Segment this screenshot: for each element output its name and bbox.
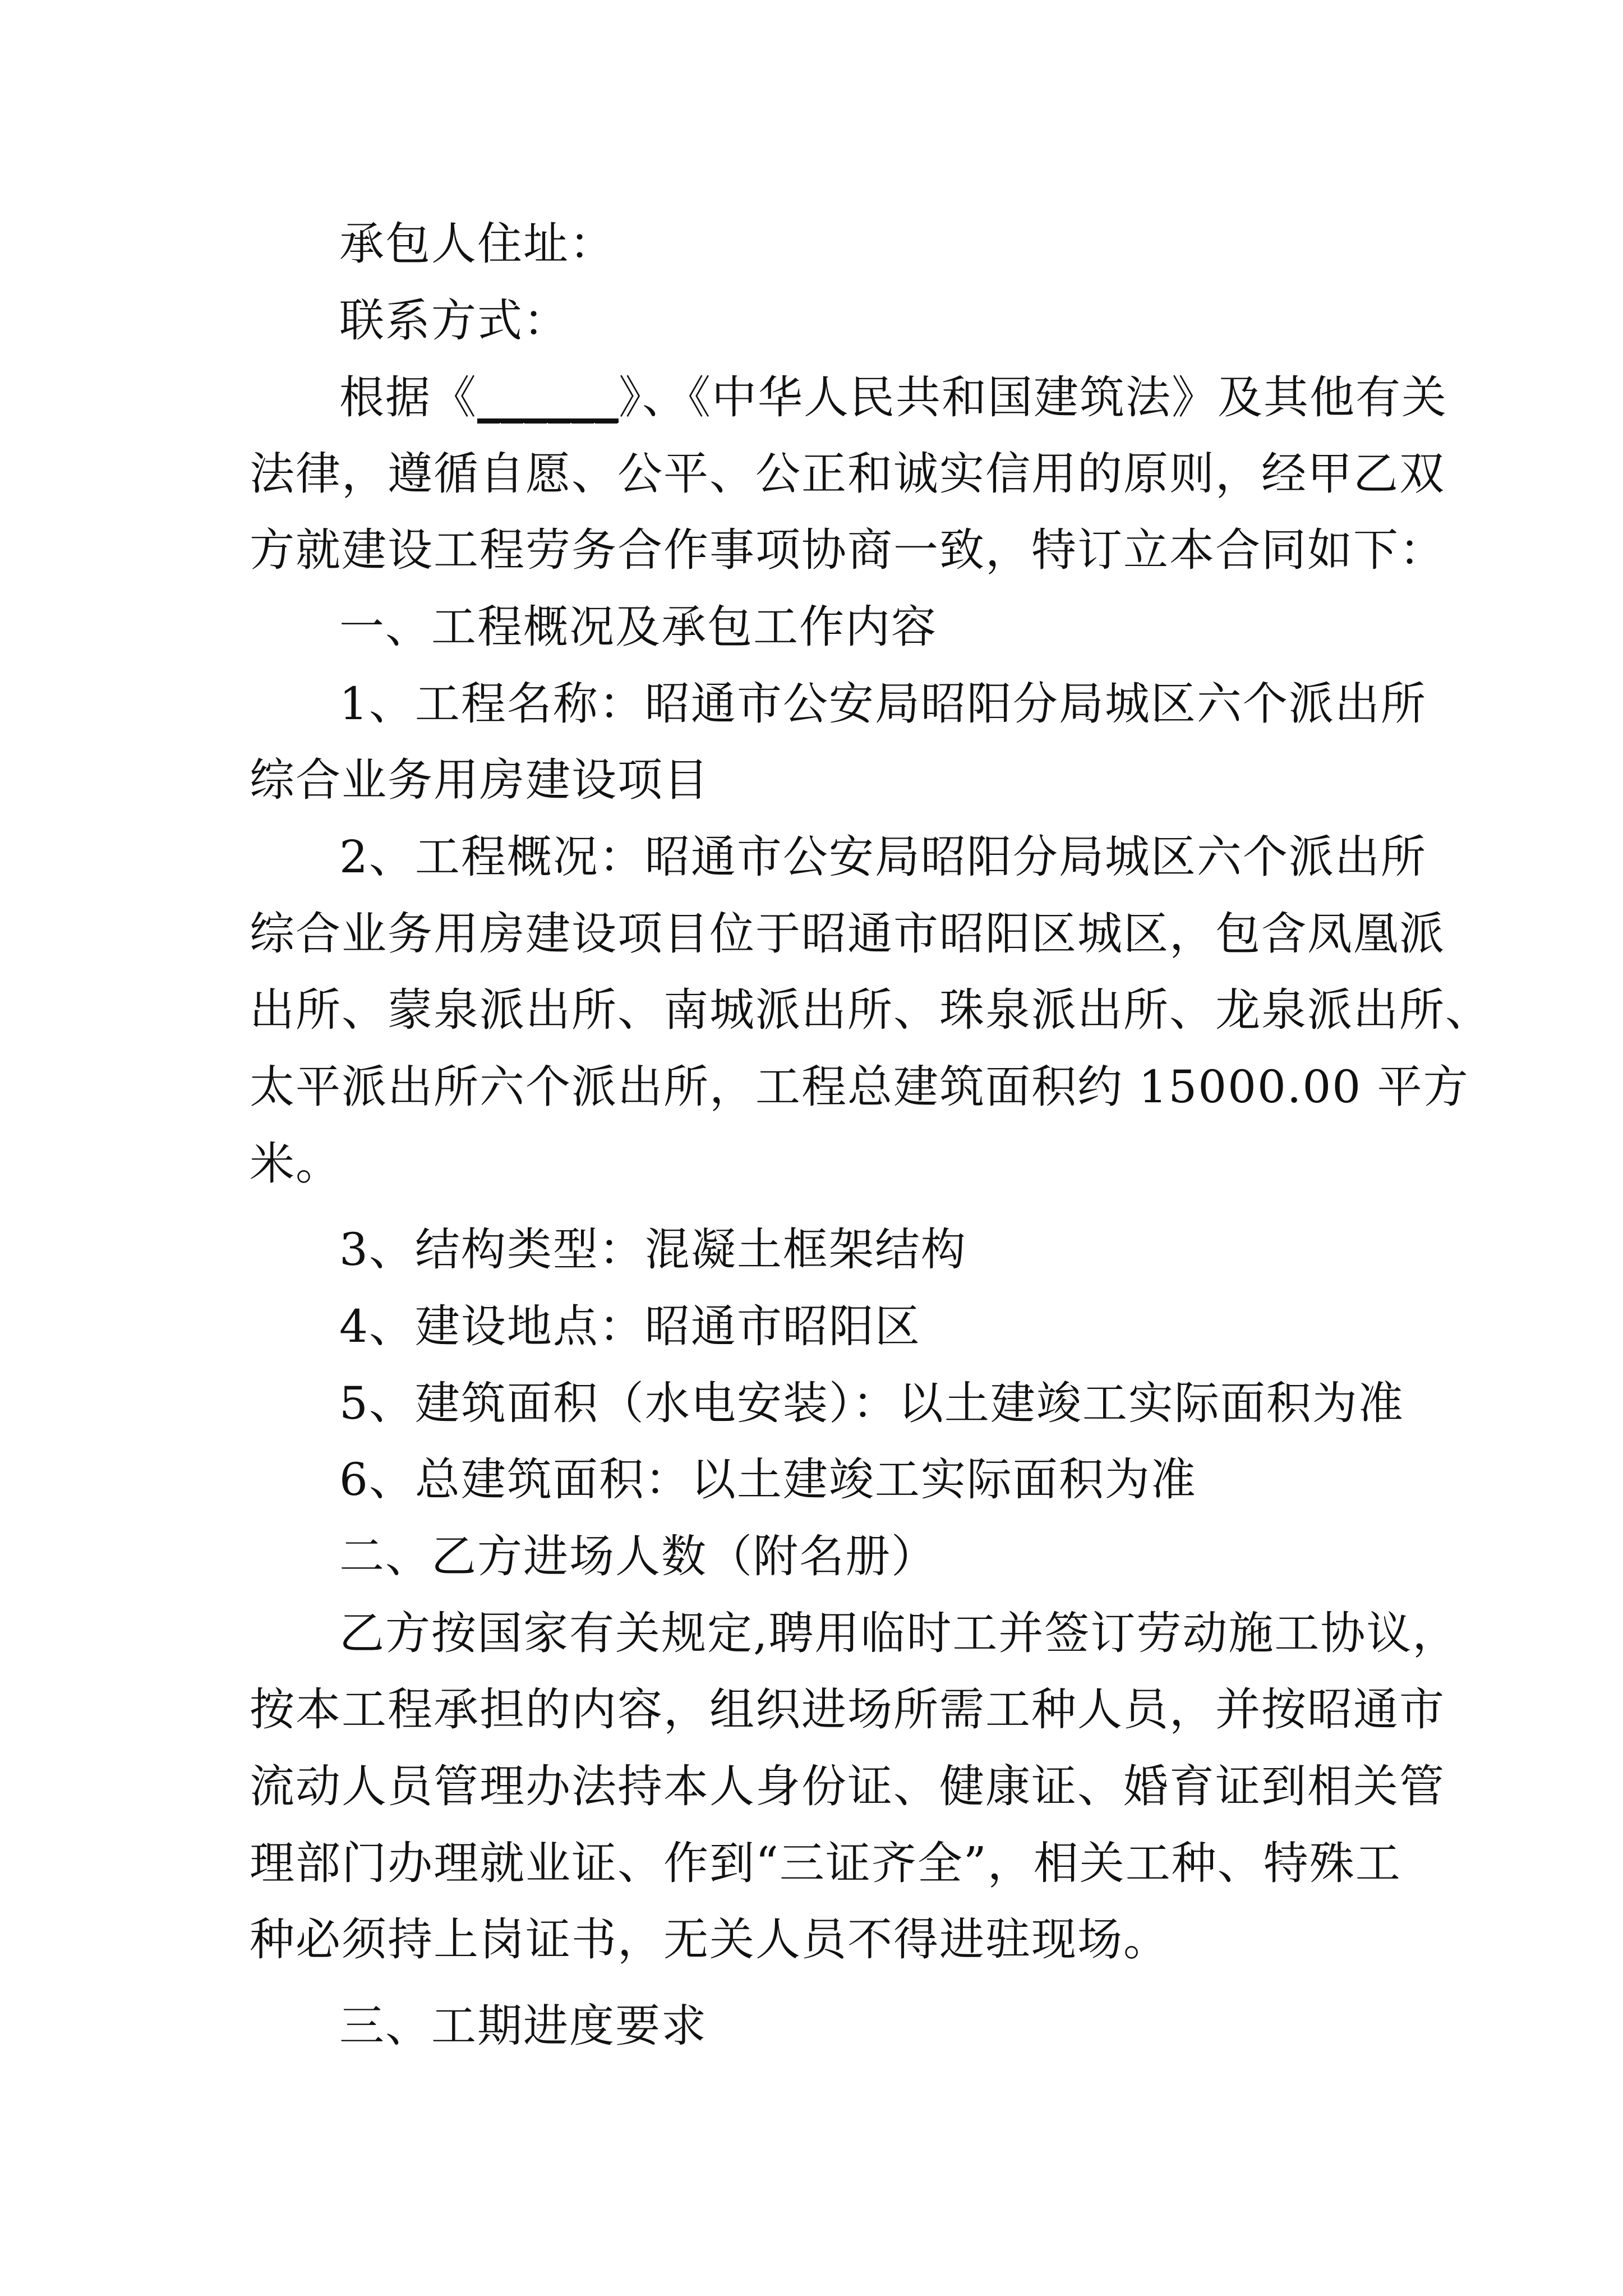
item-5-line: 5、建筑面积（水电安装）：以土建竣工实际面积为准 xyxy=(339,1377,1404,1429)
personnel-line-5-wrap xyxy=(250,1903,1388,1968)
basis-line-3-wrap xyxy=(250,514,1445,578)
item-2-line-1: 2、工程概况：昭通市公安局昭阳分局城区六个派出所 xyxy=(339,831,1427,883)
item-2-line-2-wrap xyxy=(250,898,1445,962)
item-1-line-2: 综合业务用房建设项目 xyxy=(250,754,709,806)
item-5-wrap xyxy=(250,1367,1404,1432)
section-1-heading xyxy=(250,591,1388,655)
basis-open: 根据《 xyxy=(339,371,477,424)
item-3-line: 3、结构类型：混凝土框架结构 xyxy=(339,1223,967,1276)
section-3-title: 三、工期进度要求 xyxy=(339,2000,707,2052)
item-2-line-4: 太平派出所六个派出所，工程总建筑面积约 15000.00 平方 xyxy=(250,1061,1469,1113)
item-2-line-3-wrap xyxy=(250,974,1491,1038)
item-2-line-4-wrap xyxy=(250,1051,1469,1115)
item-2-line-1-wrap xyxy=(250,821,1427,885)
item-1-line-1-wrap xyxy=(250,668,1427,732)
personnel-line-2: 按本工程承担的内容，组织进场所需工种人员，并按昭通市 xyxy=(250,1683,1445,1736)
paragraph-contractor-address xyxy=(250,208,1388,272)
basis-line-2: 法律，遵循自愿、公平、公正和诚实信用的原则，经甲乙双 xyxy=(250,448,1445,500)
personnel-line-1-wrap xyxy=(250,1597,1459,1662)
personnel-line-3-wrap xyxy=(250,1750,1445,1815)
section-3-heading xyxy=(250,1990,1388,2054)
section-2-heading xyxy=(250,1520,1388,1585)
item-6-line: 6、总建筑面积：以土建竣工实际面积为准 xyxy=(339,1453,1197,1506)
contact-line: 联系方式： xyxy=(339,295,569,347)
personnel-line-2-wrap xyxy=(250,1673,1445,1738)
basis-line-3: 方就建设工程劳务合作事项协商一致，特订立本合同如下： xyxy=(250,524,1445,576)
personnel-line-4: 理部门办理就业证、作到“三证齐全”，相关工种、特殊工 xyxy=(250,1837,1401,1889)
item-2-line-5-wrap xyxy=(250,1128,1388,1192)
section-1-title: 一、工程概况及承包工作内容 xyxy=(339,601,937,653)
item-2-line-3: 出所、蒙泉派出所、南城派出所、珠泉派出所、龙泉派出所、 xyxy=(250,984,1491,1036)
personnel-line-4-wrap xyxy=(250,1827,1401,1892)
item-3-wrap xyxy=(250,1213,1388,1278)
basis-line-2-wrap xyxy=(250,438,1445,502)
item-2-line-5: 米。 xyxy=(250,1138,342,1190)
item-1-line-1: 1、工程名称：昭通市公安局昭阳分局城区六个派出所 xyxy=(339,678,1427,730)
basis-line-1 xyxy=(250,361,1447,426)
section-2-title: 二、乙方进场人数（附名册） xyxy=(339,1530,937,1582)
item-4-wrap xyxy=(250,1290,1388,1355)
basis-rest: 》、《中华人民共和国建筑法》及其他有关 xyxy=(619,371,1447,424)
item-2-line-2: 综合业务用房建设项目位于昭通市昭阳区城区，包含凤凰派 xyxy=(250,908,1445,960)
paragraph-basis xyxy=(250,361,1447,426)
item-4-line: 4、建设地点：昭通市昭阳区 xyxy=(339,1300,921,1352)
paragraph-contact xyxy=(250,284,1388,349)
personnel-line-5: 种必须持上岗证书，无关人员不得进驻现场。 xyxy=(250,1913,1169,1966)
contractor-address-line: 承包人住址： xyxy=(339,218,615,270)
personnel-line-1: 乙方按国家有关规定,聘用临时工并签订劳动施工协议， xyxy=(339,1607,1459,1659)
personnel-line-3: 流动人员管理办法持本人身份证、健康证、婚育证到相关管 xyxy=(250,1760,1445,1812)
basis-blank: ______ xyxy=(477,371,619,424)
item-1-line-2-wrap xyxy=(250,744,1388,808)
item-6-wrap xyxy=(250,1443,1388,1508)
